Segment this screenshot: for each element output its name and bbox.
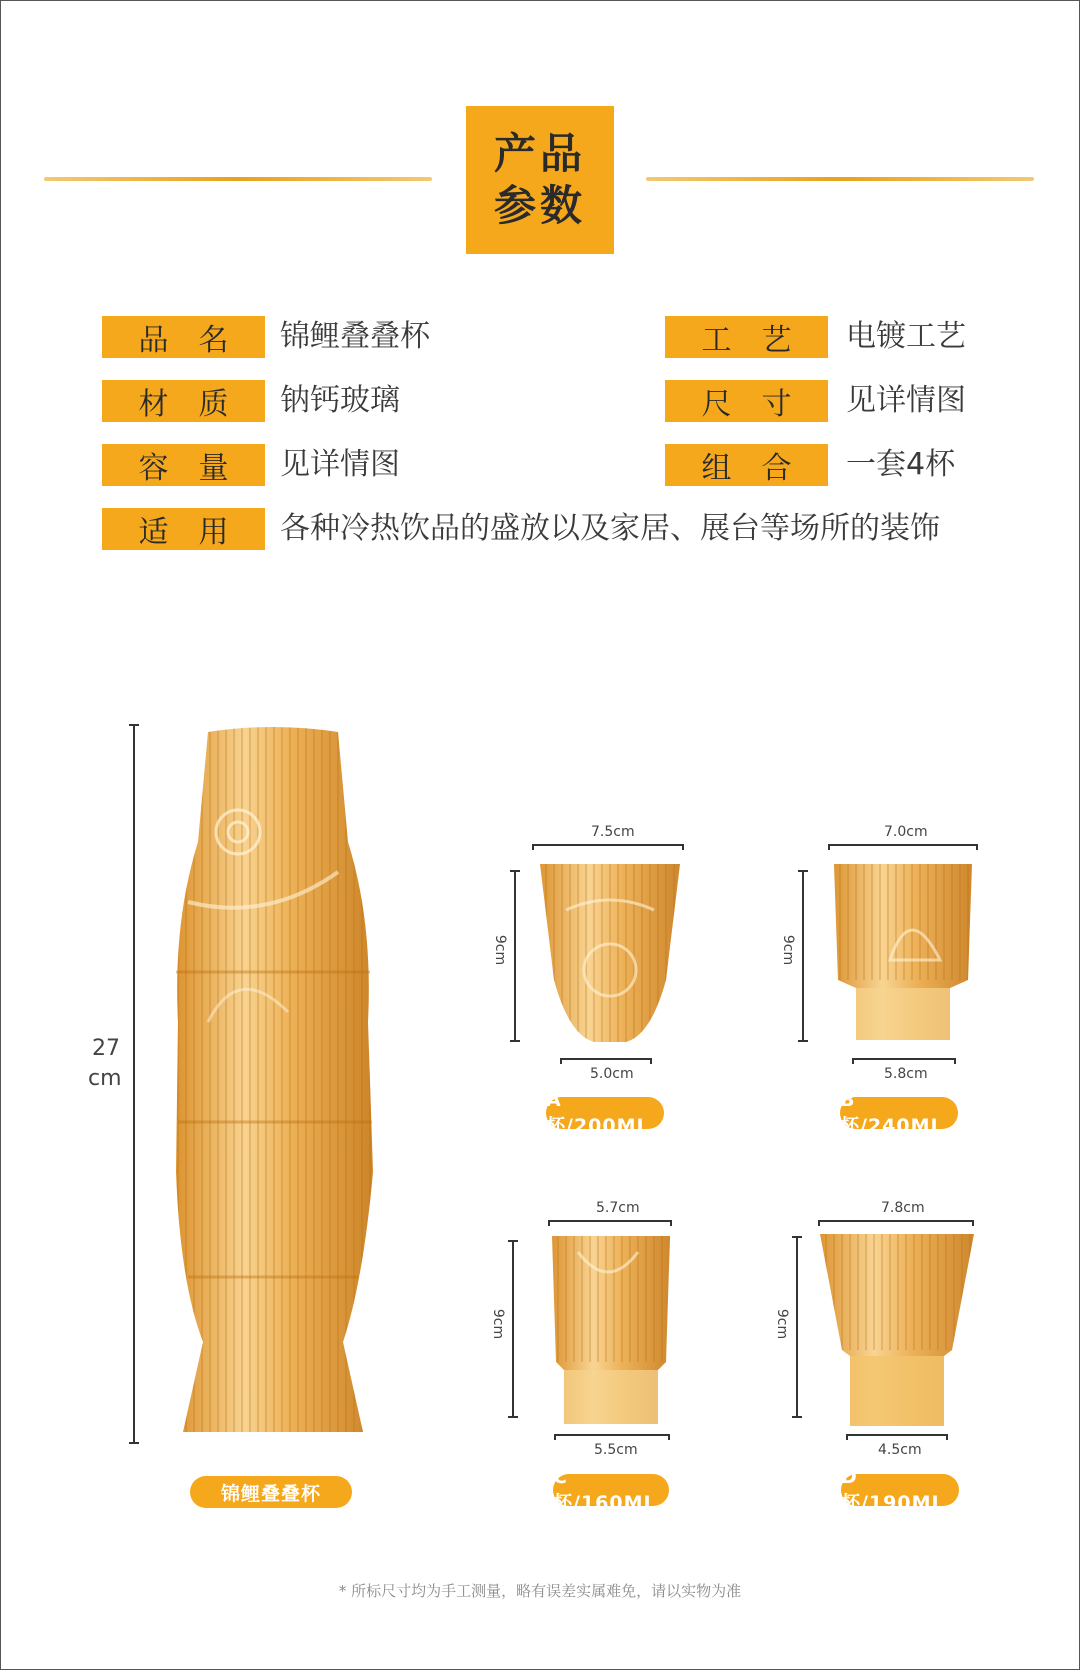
cup-d-bottom-marker: [846, 1434, 948, 1442]
cup-b-bottom-marker: [852, 1058, 956, 1066]
cup-b-label: B杯/240ML: [840, 1097, 958, 1129]
cup-c-label: C杯/160ML: [553, 1474, 669, 1506]
cup-d-label: D杯/190ML: [841, 1474, 959, 1506]
combo-label: 组合: [665, 444, 828, 486]
combo-value: 一套4杯: [846, 447, 956, 482]
capacity-value: 见详情图: [280, 447, 400, 482]
size-value: 见详情图: [846, 383, 966, 418]
usage-value: 各种冷热饮品的盛放以及家居、展台等场所的装饰: [280, 511, 940, 546]
size-label: 尺寸: [665, 380, 828, 422]
header-rule-right: [646, 177, 1034, 181]
cup-b-image: [830, 860, 976, 1046]
title-line-2: 参数: [493, 181, 586, 230]
cup-d-image: [816, 1230, 978, 1430]
cup-d-top-marker: [818, 1220, 974, 1228]
capacity-label: 容量: [102, 444, 265, 486]
material-label: 材质: [102, 380, 265, 422]
craft-label: 工艺: [665, 316, 828, 358]
cup-a-label: A杯/200ML: [546, 1097, 664, 1129]
cup-d-height-marker: [796, 1236, 798, 1418]
cup-c-bottom-dim: 5.5cm: [594, 1442, 638, 1458]
cup-c-bottom-marker: [554, 1434, 670, 1442]
section-title: [466, 106, 614, 254]
cup-b-top-dim: 7.0cm: [884, 824, 928, 840]
name-label: 品名: [102, 316, 265, 358]
cup-b-bottom-dim: 5.8cm: [884, 1066, 928, 1082]
cup-c-top-marker: [548, 1220, 672, 1228]
name-value: 锦鲤叠叠杯: [280, 319, 430, 354]
header-rule-left: [44, 177, 432, 181]
cup-a-top-marker: [532, 844, 684, 852]
stack-height-marker: [133, 724, 135, 1444]
cup-c-image: [548, 1232, 674, 1428]
craft-value: 电镀工艺: [846, 319, 966, 354]
stack-height-unit: cm: [88, 1066, 122, 1091]
usage-label: 适用: [102, 508, 265, 550]
cup-d-top-dim: 7.8cm: [881, 1200, 925, 1216]
stack-height-number: 27: [92, 1036, 120, 1061]
cup-a-height-marker: [514, 870, 516, 1042]
cup-c-top-dim: 5.7cm: [596, 1200, 640, 1216]
cup-d-bottom-dim: 4.5cm: [878, 1442, 922, 1458]
cup-a-bottom-marker: [560, 1058, 652, 1066]
material-value: 钠钙玻璃: [280, 383, 400, 418]
cup-c-height-dim: 9cm: [490, 1308, 507, 1340]
cup-b-height-dim: 9cm: [780, 934, 797, 966]
title-line-1: 产品: [493, 129, 586, 178]
footnote: * 所标尺寸均为手工测量，略有误差实属难免，请以实物为准: [338, 1582, 742, 1600]
stack-label: 锦鲤叠叠杯: [190, 1476, 352, 1508]
cup-b-height-marker: [802, 870, 804, 1042]
stacked-fish-glass-image: [168, 722, 378, 1442]
cup-d-height-dim: 9cm: [774, 1308, 791, 1340]
cup-a-bottom-dim: 5.0cm: [590, 1066, 634, 1082]
cup-a-top-dim: 7.5cm: [591, 824, 635, 840]
cup-b-top-marker: [828, 844, 978, 852]
cup-a-height-dim: 9cm: [492, 934, 509, 966]
cup-a-image: [536, 860, 684, 1046]
cup-c-height-marker: [512, 1240, 514, 1418]
